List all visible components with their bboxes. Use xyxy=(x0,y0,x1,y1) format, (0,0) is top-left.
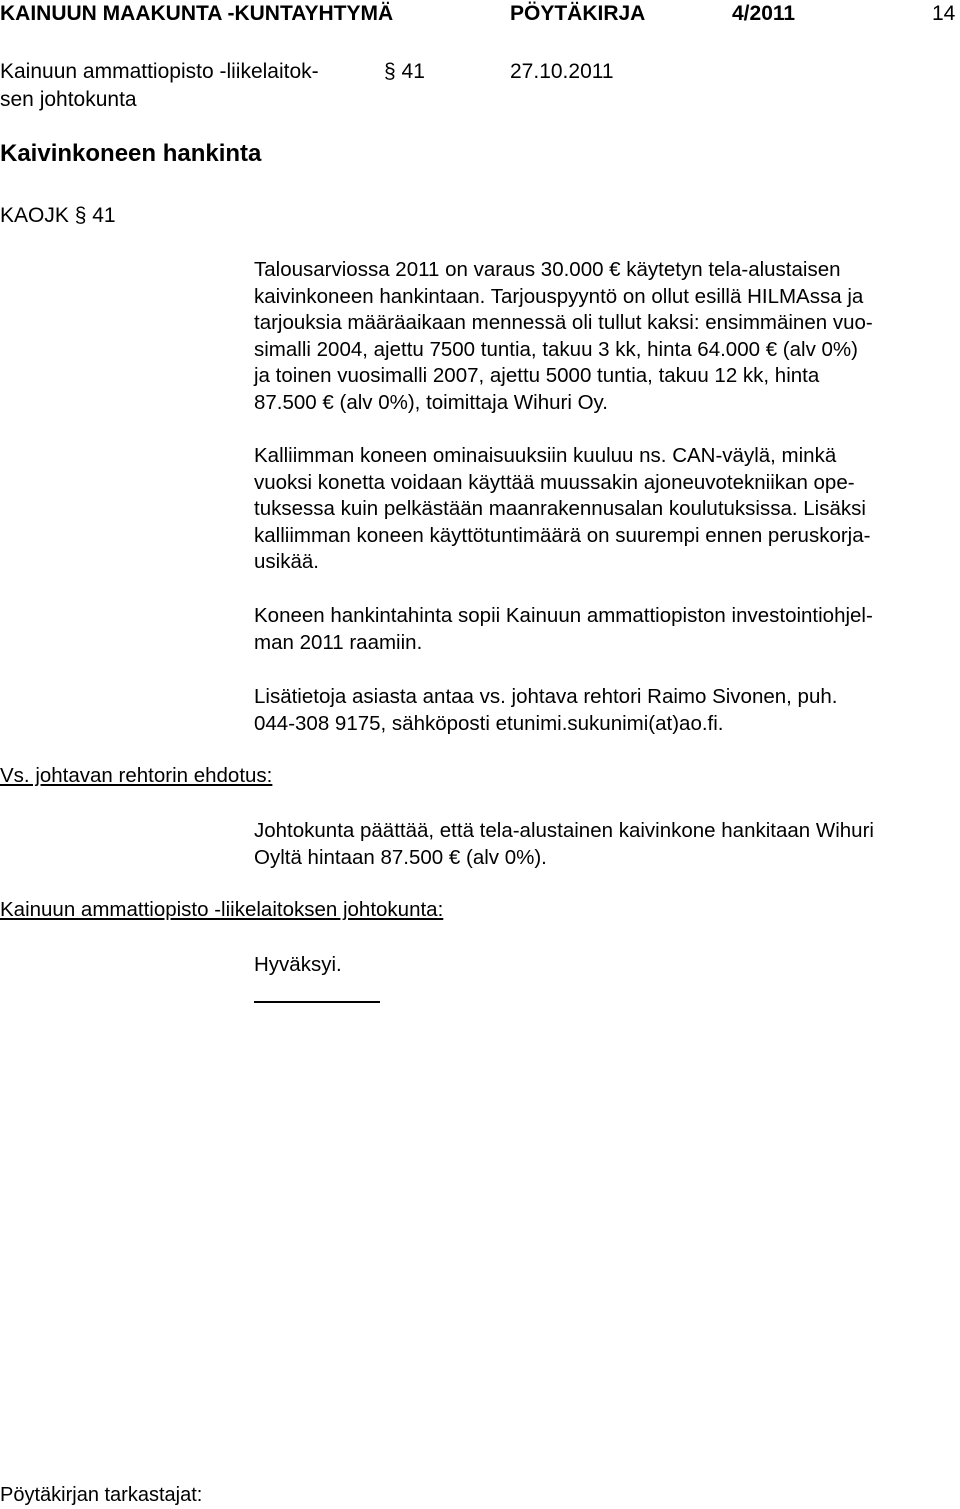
text-line: simalli 2004, ajettu 7500 tuntia, takuu 3 kk, hinta 64.000 € (alv 0%) xyxy=(254,337,858,361)
text-line: kalliimman koneen käyttötuntimäärä on suurempi ennen peruskorja- xyxy=(254,523,871,547)
text-line: Johtokunta päättää, että tela-alustainen kaivinkone hankitaan Wihuri xyxy=(254,819,874,842)
text-line: tarjouksia määräaikaan mennessä oli tullut kaksi: ensimmäinen vuo- xyxy=(254,311,873,334)
header-doc-type: PÖYTÄKIRJA xyxy=(510,2,646,25)
text-line: man 2011 raamiin. xyxy=(254,630,423,654)
text-line: Lisätietoja asiasta antaa vs. johtava rehtori Raimo Sivonen, puh. xyxy=(254,685,838,708)
decision-label: Kainuun ammattiopisto -liikelaitoksen johtokunta: xyxy=(0,898,444,921)
signature-line xyxy=(254,1001,380,1003)
text-line: tuksessa kuin pelkästään maanrakennusalan koulutuksissa. Lisäksi xyxy=(254,497,866,520)
header-body-line2: sen johtokunta xyxy=(0,88,137,111)
header-body-line1: Kainuun ammattiopisto -liikelaitok- xyxy=(0,60,319,83)
paragraph-budget xyxy=(254,257,960,416)
decision-text: Hyväksyi. xyxy=(254,953,342,976)
text-line: Koneen hankintahinta sopii Kainuun ammattiopiston investointiohjel- xyxy=(254,604,873,627)
header-section: § 41 xyxy=(384,60,425,83)
text-line: vuoksi konetta voidaan käyttää muussakin ajoneuvotekniikan ope- xyxy=(254,470,855,494)
text-line: usikää. xyxy=(254,550,319,573)
text-line: Kalliimman koneen ominaisuuksiin kuuluu ns. CAN-väylä, minkä xyxy=(254,444,837,467)
header-doc-number: 4/2011 xyxy=(732,2,796,25)
text-line: 044-308 9175, sähköposti etunimi.sukunimi(at)ao.fi. xyxy=(254,711,724,735)
item-title: Kaivinkoneen hankinta xyxy=(0,140,262,167)
item-code: KAOJK § 41 xyxy=(0,204,116,227)
text-line: ja toinen vuosimalli 2007, ajettu 5000 tuntia, takuu 12 kk, hinta xyxy=(254,364,820,387)
footer-label: Pöytäkirjan tarkastajat: xyxy=(0,1484,203,1506)
proposal-text xyxy=(254,818,960,871)
paragraph-contact xyxy=(254,684,960,737)
header-date: 27.10.2011 xyxy=(510,60,614,83)
header-org: KAINUUN MAAKUNTA -KUNTAYHTYMÄ xyxy=(0,2,394,25)
proposal-label: Vs. johtavan rehtorin ehdotus: xyxy=(0,764,273,787)
page-number: 14 xyxy=(932,2,956,25)
text-line: Oyltä hintaan 87.500 € (alv 0%). xyxy=(254,845,547,869)
text-line: 87.500 € (alv 0%), toimittaja Wihuri Oy. xyxy=(254,390,608,414)
text-line: kaivinkoneen hankintaan. Tarjouspyyntö on ollut esillä HILMAssa ja xyxy=(254,284,864,308)
paragraph-features xyxy=(254,443,960,576)
paragraph-investment xyxy=(254,603,960,656)
text-line: Talousarviossa 2011 on varaus 30.000 € käytetyn tela-alustaisen xyxy=(254,258,841,281)
